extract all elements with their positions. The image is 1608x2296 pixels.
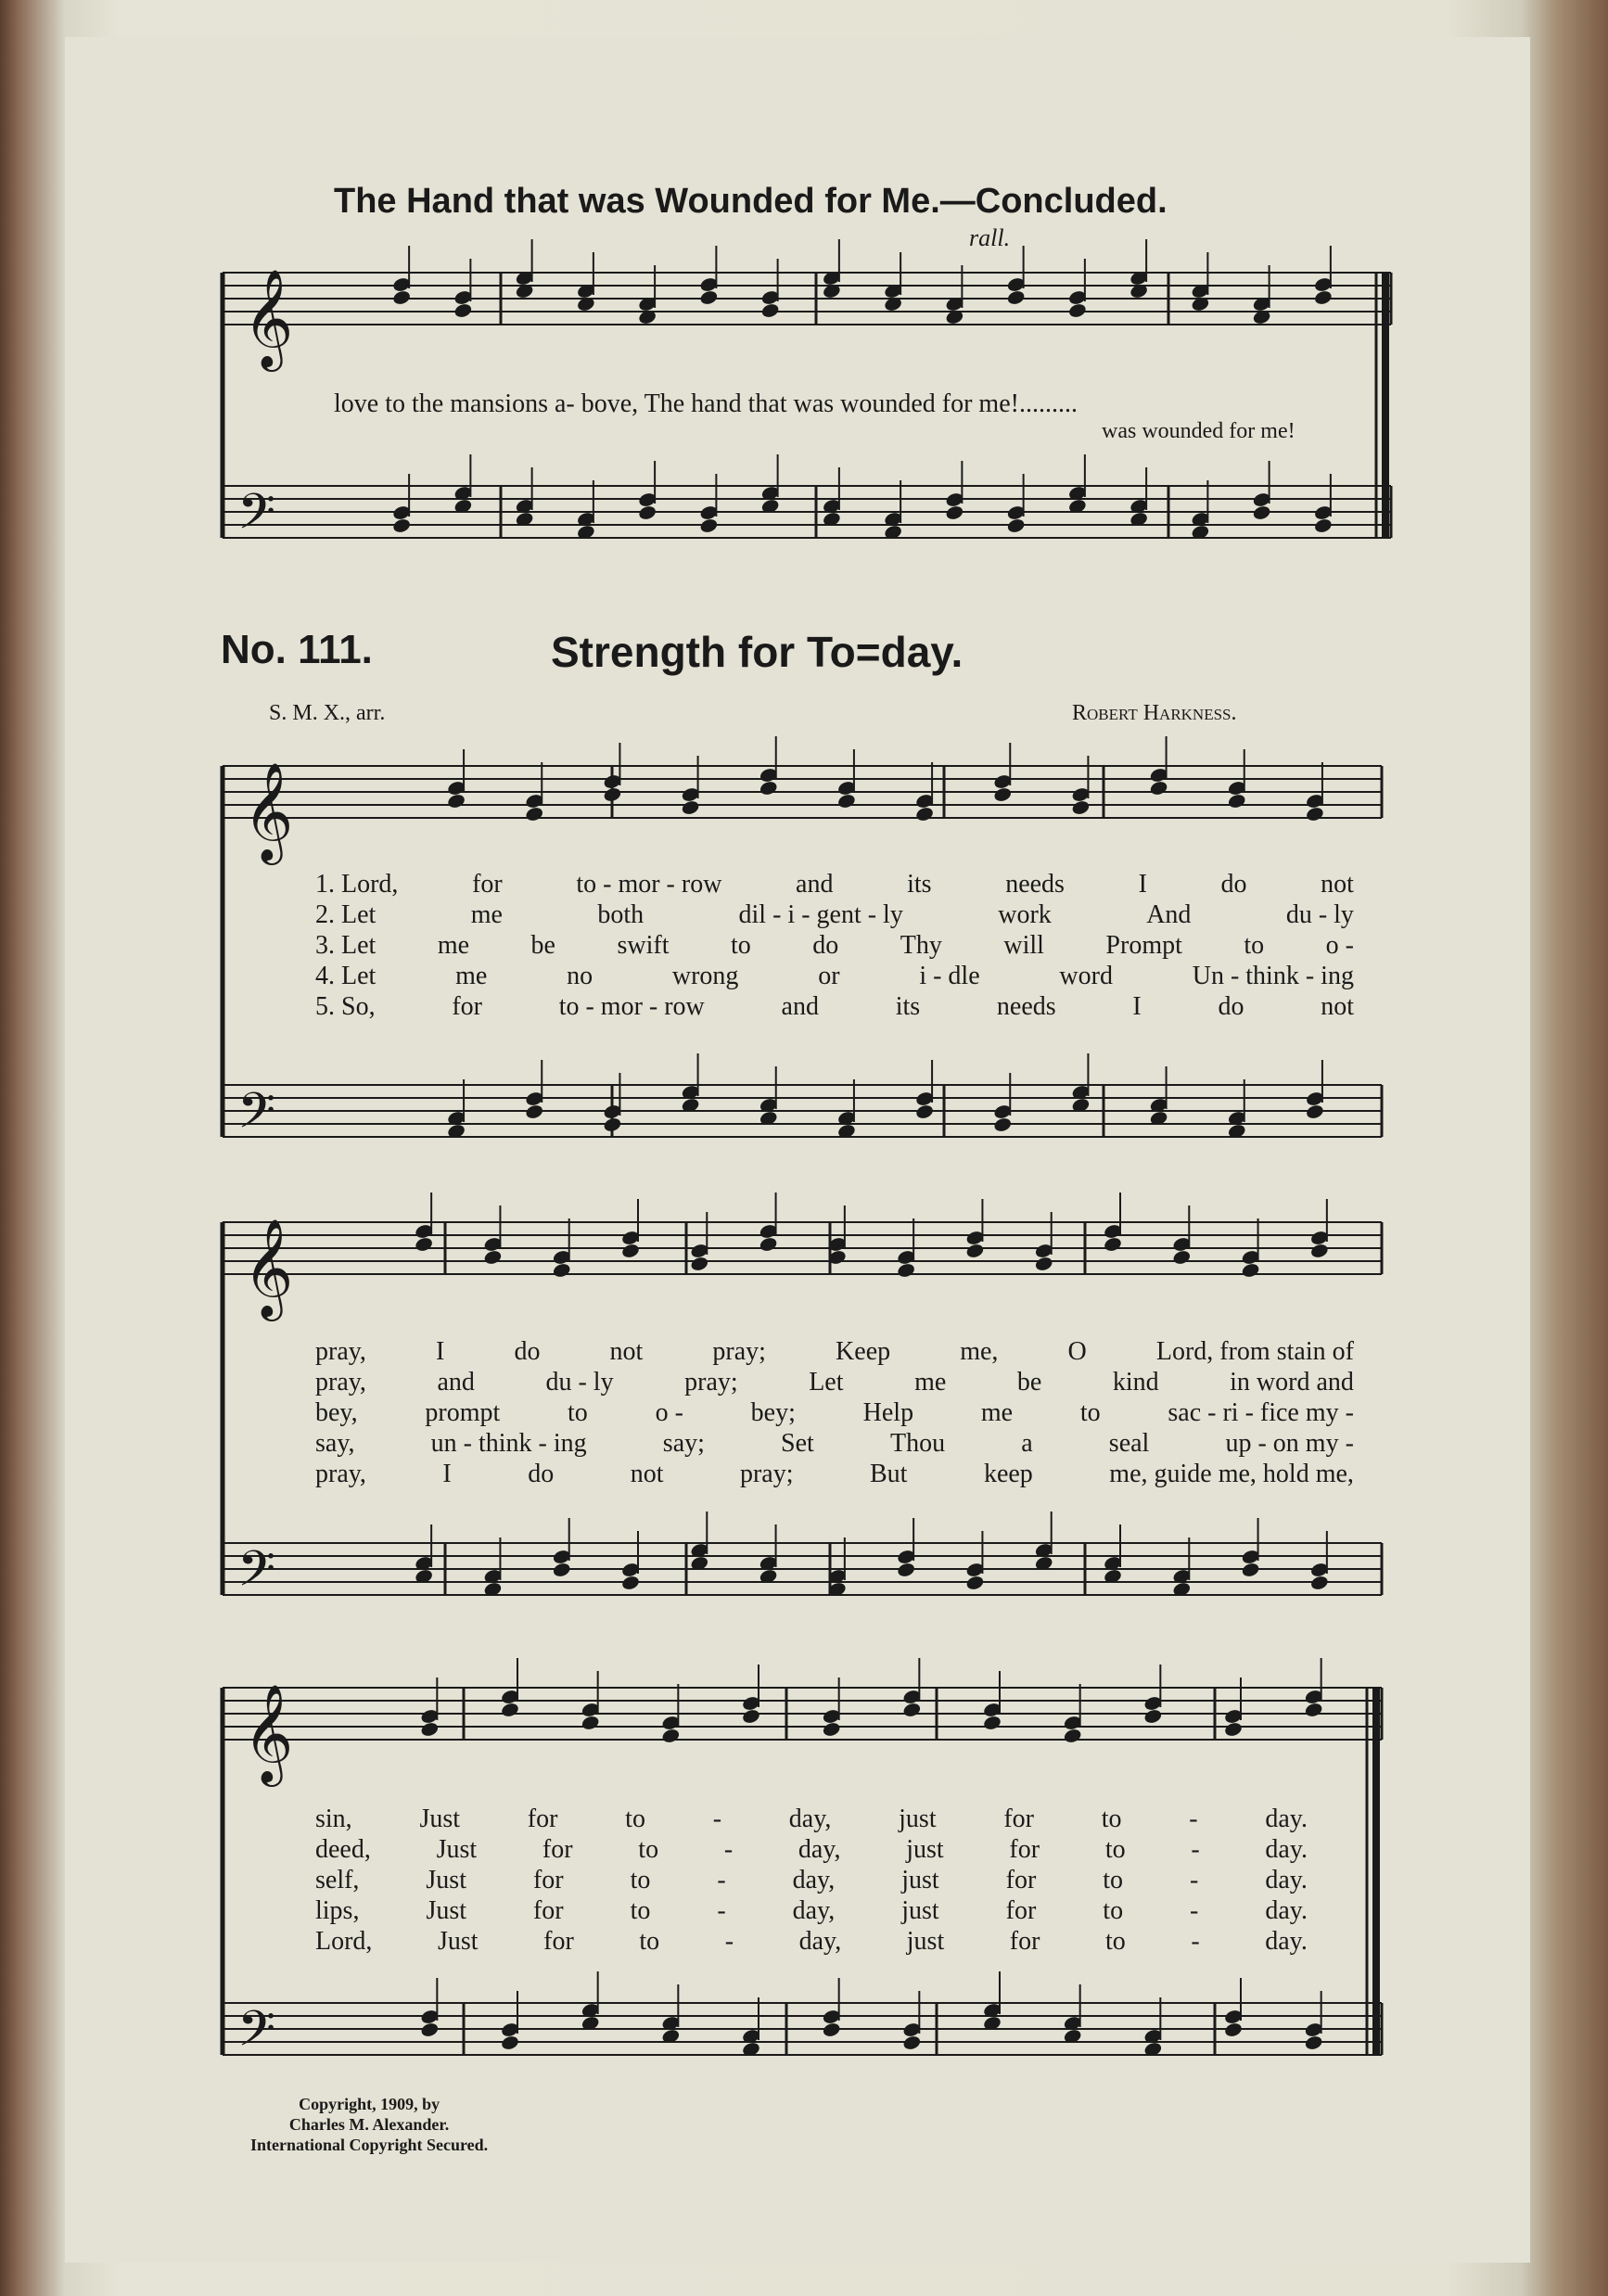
copyright-line3: International Copyright Secured. [250, 2136, 489, 2154]
lyric-word: pray; [739, 1460, 794, 1488]
lyric-word: du - ly [545, 1368, 614, 1397]
note-head [1149, 780, 1168, 797]
note-head [603, 1116, 622, 1133]
lyric-word: for [1009, 1835, 1040, 1864]
lyric-word: for [1005, 1866, 1037, 1894]
lyric-row [315, 1866, 1308, 1895]
lyric-word: Just [436, 1835, 478, 1864]
note-head [896, 1562, 915, 1578]
lyric-word: not [630, 1460, 664, 1488]
note-head [1305, 1103, 1324, 1120]
lyric-word: word [1059, 962, 1113, 990]
lyric-word: wrong [671, 962, 739, 990]
note-head [1241, 1562, 1260, 1578]
note-head [525, 806, 544, 823]
lyric-word: Keep [836, 1337, 891, 1366]
lyric-word: or [818, 962, 840, 990]
lyric-word: for [532, 1866, 564, 1894]
treble-clef: 𝄞 [243, 268, 294, 367]
note-head [1252, 504, 1271, 521]
lyric-word: I [1132, 992, 1142, 1021]
note-head [1071, 799, 1091, 816]
lyric-word: for [527, 1805, 558, 1833]
lyric-word: - [1189, 1805, 1198, 1833]
lyric-word: day. [1265, 1866, 1308, 1894]
lyric-word: - [723, 1835, 734, 1864]
lyric-word: not [1321, 870, 1354, 899]
lyric-word: do [1220, 870, 1247, 899]
lyric-word: dil - i - gent - ly [738, 900, 903, 929]
note-head [1034, 1256, 1053, 1272]
lyric-word: sin, [315, 1805, 352, 1833]
lyric-word: day. [1265, 1805, 1308, 1833]
note-head [552, 1562, 571, 1578]
lyric-row [315, 1896, 1308, 1926]
lyric-word: do [528, 1460, 555, 1488]
lyric-word: Set [781, 1429, 814, 1458]
lyric-word: and [781, 992, 819, 1021]
lyric-word: day, [788, 1805, 832, 1833]
note-head [836, 793, 856, 810]
lyric-row [315, 931, 1354, 961]
lyric-word: day, [792, 1866, 836, 1894]
note-head [699, 289, 719, 306]
lyric-word: do [1218, 992, 1244, 1021]
lyric-word: me [437, 931, 470, 960]
lyric-word: to [1244, 931, 1265, 960]
note-head [1309, 1575, 1329, 1591]
lyric-word: to [1105, 1927, 1126, 1956]
note-head [1006, 517, 1026, 534]
note-head [1006, 289, 1026, 306]
note-head [420, 1721, 440, 1738]
note-head [1223, 2022, 1243, 2038]
note-head [965, 1243, 985, 1259]
lyric-word: deed, [315, 1835, 371, 1864]
note-head [1172, 1249, 1192, 1266]
note-head [1305, 806, 1324, 823]
lyric-row [315, 1805, 1308, 1834]
lyric-word: pray; [712, 1337, 766, 1366]
lyric-word: 4. Let [315, 962, 376, 990]
bass-clef: 𝄢 [237, 484, 276, 553]
hymn-composer: Robert Harkness. [1072, 701, 1237, 725]
lyric-word: just [901, 1896, 939, 1925]
hymn-meter: S. M. X., arr. [269, 701, 386, 725]
lyric-word: 5. So, [315, 992, 376, 1021]
note-head [581, 1715, 600, 1731]
note-head [500, 1702, 519, 1718]
lyric-word: o - [1325, 931, 1354, 960]
lyric-row [315, 900, 1354, 930]
lyric-word: no [567, 962, 593, 990]
lyric-row [315, 1835, 1308, 1865]
lyric-word: to - mor - row [576, 870, 722, 899]
lyric-word: i - dle [919, 962, 980, 990]
note-head [896, 1262, 915, 1279]
lyric-word: Just [426, 1866, 466, 1894]
lyric-row [315, 1927, 1308, 1957]
lyric-word: me [914, 1368, 947, 1397]
lyric-word: 1. Lord, [315, 870, 399, 899]
lyric-row [315, 992, 1354, 1022]
lyric-word: self, [315, 1866, 360, 1894]
note-head [1223, 1721, 1243, 1738]
lyric-word: un - think - ing [430, 1429, 587, 1458]
copyright-line1: Copyright, 1909, by [299, 2095, 440, 2113]
note-head [1241, 1262, 1260, 1279]
hymn-number: No. 111. [221, 627, 373, 672]
copyright-line2: Charles M. Alexander. [288, 2115, 450, 2134]
note-head [1067, 302, 1087, 319]
lyric-word: me [470, 900, 503, 929]
lyric-word: do [514, 1337, 541, 1366]
lyric-word: day. [1265, 1835, 1308, 1864]
top-lyric-echo: was wounded for me! [1102, 419, 1295, 443]
lyric-word: day, [798, 1835, 841, 1864]
lyric-word: And [1146, 900, 1192, 929]
note-head [690, 1256, 709, 1272]
note-head [391, 517, 411, 534]
bass-clef: 𝄢 [237, 1083, 276, 1152]
lyric-word: o - [655, 1398, 683, 1427]
lyric-word: Help [862, 1398, 914, 1427]
lyric-word: day. [1265, 1927, 1308, 1956]
lyric-row [315, 1368, 1354, 1397]
note-head [681, 799, 700, 816]
note-head [945, 504, 964, 521]
lyric-word: 3. Let [315, 931, 376, 960]
lyric-word: me [980, 1398, 1014, 1427]
note-head [1304, 2035, 1323, 2051]
lyric-word: for [472, 870, 503, 899]
lyric-word: - [717, 1866, 726, 1894]
lyric-word: to [1103, 1896, 1124, 1925]
lyric-word: prompt [425, 1398, 501, 1427]
lyric-word: I [1138, 870, 1147, 899]
lyric-word: in word and [1230, 1368, 1354, 1397]
lyric-word: bey, [315, 1398, 358, 1427]
lyric-word: I [436, 1337, 445, 1366]
note-head [902, 1702, 922, 1718]
lyric-word: seal [1108, 1429, 1150, 1458]
lyric-word: a [1021, 1429, 1033, 1458]
lyric-word: pray; [684, 1368, 738, 1397]
lyric-word: But [870, 1460, 908, 1488]
lyric-word: O [1067, 1337, 1087, 1366]
lyric-word: for [532, 1896, 564, 1925]
note-head [620, 1575, 640, 1591]
lyric-word: both [597, 900, 644, 929]
lyric-word: to [1079, 1398, 1101, 1427]
note-head [1304, 1702, 1323, 1718]
lyric-word: day, [792, 1896, 836, 1925]
note-head [453, 302, 473, 319]
lyric-word: keep [983, 1460, 1033, 1488]
lyric-word: day. [1265, 1896, 1308, 1925]
lyric-word: Thou [889, 1429, 946, 1458]
bass-clef: 𝄢 [237, 1541, 276, 1610]
lyric-word: work [998, 900, 1052, 929]
lyric-row [315, 1429, 1354, 1459]
lyric-word: - [724, 1927, 734, 1956]
lyric-word: - [1191, 1835, 1200, 1864]
note-head [446, 793, 466, 810]
lyric-word: for [1009, 1927, 1040, 1956]
lyric-word: to [1101, 1805, 1122, 1833]
lyric-word: to [1104, 1835, 1126, 1864]
lyric-row [315, 1460, 1354, 1489]
lyric-word: Just [419, 1805, 461, 1833]
lyric-word: its [907, 870, 932, 899]
lyric-word: to [1103, 1866, 1124, 1894]
bass-clef: 𝄢 [237, 2001, 276, 2070]
lyric-word: kind [1112, 1368, 1159, 1397]
lyric-word: me, [960, 1337, 999, 1366]
lyric-word: to [568, 1398, 588, 1427]
note-head [391, 289, 411, 306]
lyric-word: sac - ri - fice my - [1168, 1398, 1354, 1427]
lyric-row [315, 870, 1354, 899]
lyric-row [315, 962, 1354, 991]
lyric-word: just [906, 1927, 945, 1956]
lyric-word: me, guide me, hold me, [1109, 1460, 1354, 1488]
lyric-word: Prompt [1105, 931, 1182, 960]
lyric-word: day, [798, 1927, 842, 1956]
lyric-word: just [906, 1835, 944, 1864]
lyric-word: to [639, 1927, 660, 1956]
lyric-word: 2. Let [315, 900, 376, 929]
note-head [1309, 1243, 1329, 1259]
lyric-word: up - on my - [1225, 1429, 1354, 1458]
lyric-word: just [901, 1866, 939, 1894]
lyric-word: Just [426, 1896, 467, 1925]
note-head [620, 1243, 640, 1259]
note-head [902, 2035, 922, 2051]
lyric-word: pray, [315, 1368, 366, 1397]
concluded-title: The Hand that was Wounded for Me.—Concluded. [334, 182, 1168, 221]
rall-marking: rall. [969, 224, 1011, 251]
note-head [822, 2022, 841, 2038]
note-head [1313, 517, 1333, 534]
lyric-word: - [717, 1896, 726, 1925]
lyric-word: for [452, 992, 482, 1021]
note-head [759, 780, 778, 797]
lyric-row [315, 1337, 1354, 1367]
lyric-row [315, 1398, 1354, 1428]
note-head [1227, 793, 1246, 810]
note-head [993, 786, 1013, 803]
note-head [500, 2035, 519, 2051]
lyric-word: Un - think - ing [1192, 962, 1354, 990]
note-head [525, 1103, 544, 1120]
note-head [483, 1249, 503, 1266]
lyric-word: me [455, 962, 488, 990]
note-head [1103, 1236, 1122, 1253]
treble-clef: 𝄞 [243, 1683, 294, 1782]
note-head [1063, 1728, 1082, 1744]
lyric-word: and [437, 1368, 475, 1397]
copyright-notice [250, 2094, 488, 2155]
lyric-word: not [609, 1337, 644, 1366]
note-head [759, 1236, 778, 1253]
lyric-word: bey; [750, 1398, 796, 1427]
note-head [699, 517, 719, 534]
note-head [914, 806, 934, 823]
note-head [661, 1728, 681, 1744]
note-head [414, 1236, 433, 1253]
note-head [1143, 1708, 1163, 1725]
lyric-word: - [712, 1805, 722, 1833]
lyric-word: not [1321, 992, 1354, 1021]
lyric-word: needs [1005, 870, 1065, 899]
lyric-word: pray, [315, 1460, 366, 1488]
lyric-word: for [1003, 1805, 1035, 1833]
lyric-word: just [899, 1805, 937, 1833]
lyric-word: - [1191, 1927, 1200, 1956]
lyric-word: du - ly [1285, 900, 1354, 929]
lyric-word: to - mor - row [558, 992, 705, 1021]
lyric-word: needs [996, 992, 1056, 1021]
lyric-word: for [1005, 1896, 1037, 1925]
lyric-word: lips, [315, 1896, 360, 1925]
lyric-word: - [1190, 1896, 1199, 1925]
lyric-word: to [638, 1835, 659, 1864]
lyric-word: to [730, 931, 751, 960]
note-head [822, 1721, 841, 1738]
lyric-word: for [543, 1927, 574, 1956]
lyric-word: - [1190, 1866, 1199, 1894]
note-head [552, 1262, 571, 1279]
lyric-word: pray, [315, 1337, 366, 1366]
treble-clef: 𝄞 [243, 1218, 294, 1317]
treble-clef: 𝄞 [243, 761, 294, 861]
lyric-word: to [625, 1805, 645, 1833]
lyric-word: will [1003, 931, 1044, 960]
lyric-word: to [630, 1896, 651, 1925]
note-head [760, 302, 780, 319]
lyric-word: its [895, 992, 921, 1021]
note-head [965, 1575, 985, 1591]
note-head [637, 504, 657, 521]
note-head [914, 1103, 934, 1120]
lyric-word: swift [617, 931, 670, 960]
lyric-word: Thy [900, 931, 942, 960]
lyric-word: Lord, [315, 1927, 373, 1956]
note-head [1313, 289, 1333, 306]
note-head [982, 1715, 1002, 1731]
lyric-word: Lord, from stain of [1155, 1337, 1354, 1366]
lyric-word: say; [662, 1429, 705, 1458]
lyric-word: do [812, 931, 839, 960]
lyric-word: Just [438, 1927, 479, 1956]
lyric-word: be [530, 931, 555, 960]
lyric-word: and [796, 870, 834, 899]
note-head [420, 2022, 440, 2038]
note-head [993, 1116, 1013, 1133]
lyric-word: be [1016, 1368, 1042, 1397]
lyric-word: to [630, 1866, 651, 1894]
hymn-title: Strength for To=day. [551, 628, 964, 676]
lyric-word: for [542, 1835, 573, 1864]
lyric-word: I [442, 1460, 452, 1488]
lyric-word: Let [809, 1368, 844, 1397]
note-head [603, 786, 622, 803]
note-head [741, 1708, 760, 1725]
top-lyric-line: love to the mansions a- bove, The hand that was wounded for me!......... [334, 389, 1078, 418]
lyric-word: say, [315, 1429, 355, 1458]
